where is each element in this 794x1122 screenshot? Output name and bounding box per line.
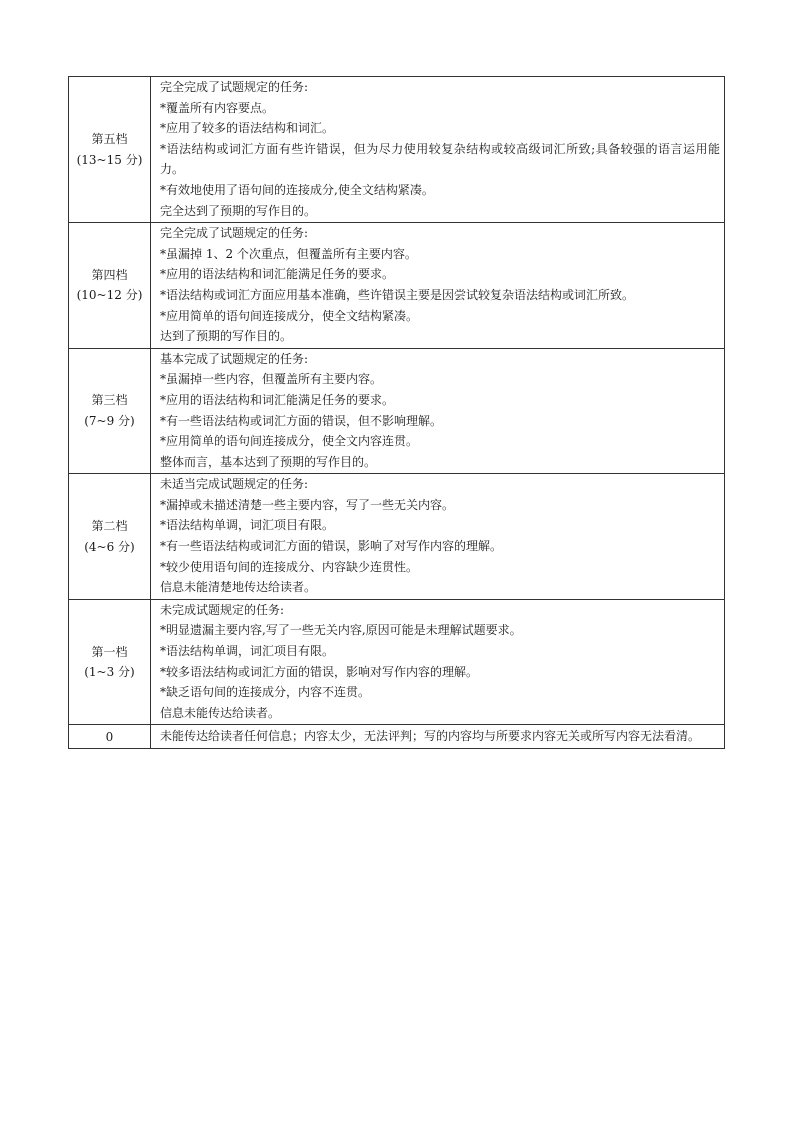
description-line: *应用简单的语句间连接成分，使全文内容连贯。 [160,434,419,449]
description-line: 信息未能传达给读者。 [160,705,281,720]
table-row [69,725,725,749]
description-line: *应用的语法结构和词汇能满足任务的要求。 [160,392,395,407]
grade-cell [69,77,151,223]
description-line: 未完成试题规定的任务: [160,602,285,617]
description-line: *较少使用语句间的连接成分、内容缺少连贯性。 [160,559,419,574]
description-cell [151,599,725,725]
description-cell [151,474,725,600]
grade-name: 第二档 [91,518,128,533]
scoring-rubric-table [68,76,725,749]
table-row [69,223,725,349]
description-line: 信息未能清楚地传达给读者。 [160,580,317,595]
description-line: *应用了较多的语法结构和词汇。 [160,121,335,136]
description-line: 达到了预期的写作目的。 [160,329,293,344]
description-line: 未适当完成试题规定的任务: [160,477,309,492]
description-line: *语法结构单调，词汇项目有限。 [160,644,335,659]
description-line: *较多语法结构或词汇方面的错误，影响对写作内容的理解。 [160,664,479,679]
description-line: 未能传达给读者任何信息；内容太少，无法评判；写的内容均与所要求内容无关或所写内容无法看清。 [160,728,701,743]
description-line: *覆盖所有内容要点。 [160,100,275,115]
grade-name: 第三档 [91,393,128,408]
description-line: *虽漏掉一些内容，但覆盖所有主要内容。 [160,372,383,387]
description-line: *虽漏掉 1、2 个次重点，但覆盖所有主要内容。 [160,246,417,261]
table-row [69,599,725,725]
grade-name: 第一档 [91,644,128,659]
description-cell [151,725,725,749]
description-line: 完全完成了试题规定的任务: [160,80,309,94]
description-line: 完全完成了试题规定的任务: [160,226,309,241]
grade-score-range: (7~9 分) [84,414,135,428]
grade-cell [69,474,151,600]
grade-cell [69,348,151,474]
description-line: *应用简单的语句间连接成分，使全文结构紧凑。 [160,308,419,323]
description-line: 基本完成了试题规定的任务: [160,351,309,366]
document-page [68,76,725,749]
description-line: *漏掉或未描述清楚一些主要内容，写了一些无关内容。 [160,497,455,512]
description-line: *有一些语法结构或词汇方面的错误，但不影响理解。 [160,413,443,428]
grade-cell [69,599,151,725]
zero-score-cell: 0 [69,725,151,749]
description-cell [151,348,725,474]
grade-score-range: (1~3 分) [84,665,135,680]
description-line: 完全达到了预期的写作目的。 [160,203,317,218]
description-line: *应用的语法结构和词汇能满足任务的要求。 [160,267,395,282]
description-line: *语法结构或词汇方面有些许错误，但为尽力使用较复杂结构或较高级词汇所致;具备较强的语言运用能力。 [160,141,720,177]
description-line: 整体而言，基本达到了预期的写作目的。 [160,454,377,469]
table-row [69,77,725,223]
grade-score-range: (13~15 分) [76,152,143,167]
description-line: *有效地使用了语句间的连接成分,使全文结构紧凑。 [160,182,434,197]
description-line: *有一些语法结构或词汇方面的错误，影响了对写作内容的理解。 [160,539,503,554]
grade-score-range: (4~6 分) [84,539,135,554]
description-line: *语法结构单调，词汇项目有限。 [160,518,335,533]
description-cell [151,223,725,349]
description-line: *明显遗漏主要内容,写了一些无关内容,原因可能是未理解试题要求。 [160,623,522,638]
description-line: *语法结构或词汇方面应用基本准确，些许错误主要是因尝试较复杂语法结构或词汇所致。 [160,287,635,302]
grade-name: 第四档 [91,267,128,282]
table-row [69,348,725,474]
grade-score-range: (10~12 分) [76,288,143,303]
description-cell [151,77,725,223]
grade-name: 第五档 [91,131,128,146]
table-row [69,474,725,600]
grade-cell [69,223,151,349]
description-line: *缺乏语句间的连接成分，内容不连贯。 [160,685,371,700]
